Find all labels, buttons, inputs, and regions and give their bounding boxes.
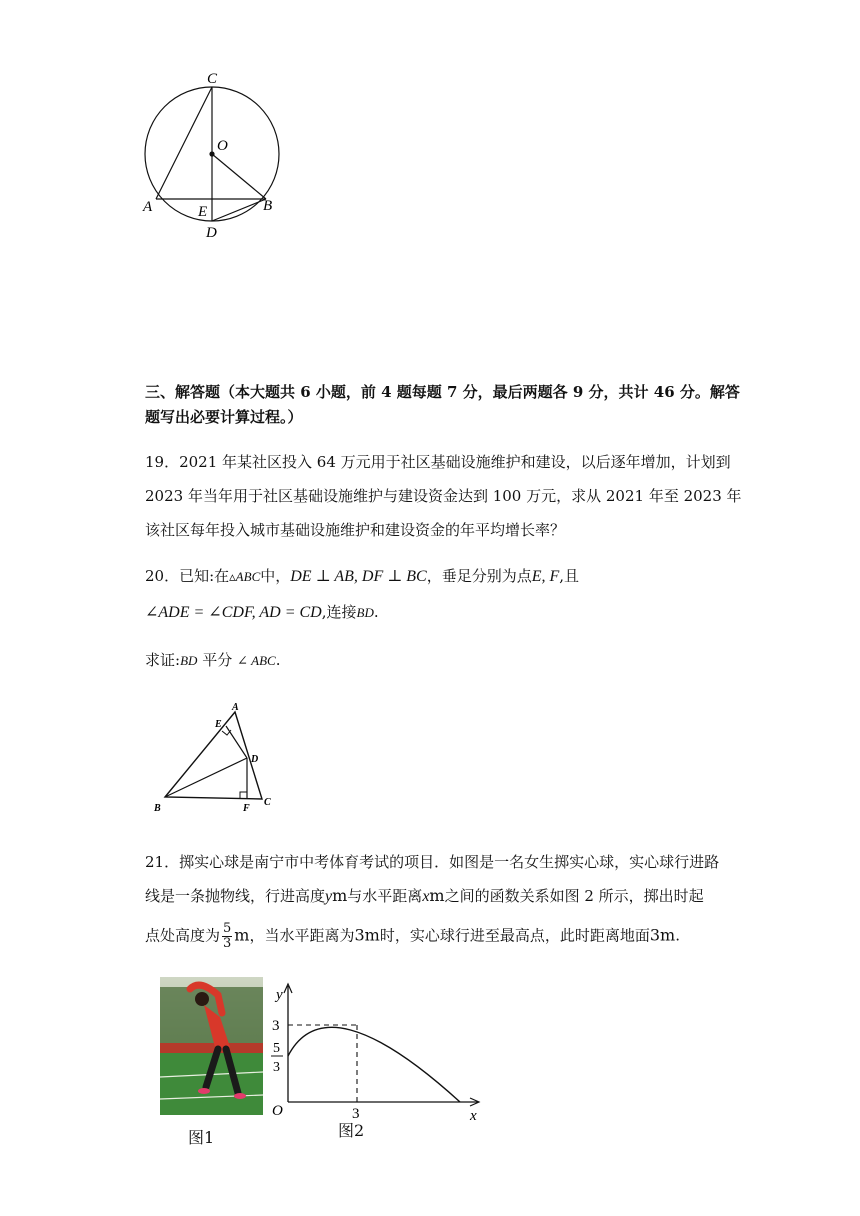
tick-label-y-frac-num: 5 [273,1041,280,1056]
q21-unit-m1: m [332,886,348,905]
q19-line1: 19．2021 年某社区投入 64 万元用于社区基础设施维护和建设，以后逐年增加，计划到 [145,453,731,471]
q21-frac-den: 3 [223,936,232,951]
chord-db [212,199,266,221]
right-angle-f [240,792,247,798]
q20-line2 [145,602,725,623]
label-o: O [217,138,228,154]
q20-prove-bd: BD [180,653,198,668]
q20-end: . [373,603,379,621]
triangle-figure [145,700,285,820]
photo-head [195,992,209,1006]
parabola-graph [262,978,492,1120]
q21-line3 [145,922,725,951]
caption-fig2: 图2 [338,1121,365,1140]
q20-prove-angle: ∠ ABC [236,653,276,668]
section-heading-line1: 三、解答题（本大题共 6 小题，前 4 题每题 7 分，最后两题各 9 分，共计 46 分。解答 [145,383,740,401]
q20-mid: 中， [260,567,291,585]
label-a: A [143,199,153,215]
q19-line3: 该社区每年投入城市基础设施维护和建设资金的年平均增长率？ [145,521,566,539]
q20-prove [145,650,725,671]
label-f: F [243,803,250,814]
q21-line1: 21．掷实心球是南宁市中考体育考试的项目．如图是一名女生掷实心球，实心球行进路 [145,853,720,871]
tick-label-y3: 3 [272,1018,280,1034]
q20-tail: ,且 [559,567,580,585]
tick-label-x3: 3 [352,1106,360,1120]
chord-ac [156,87,212,199]
q21-text-f: 时，实心球行进至最高点，此时距离地面 [379,926,650,945]
photo-track [160,1043,263,1053]
axis-label-x: x [470,1108,477,1120]
q21-line2 [145,886,725,907]
axis-label-y: y [276,987,283,1003]
q20-mid2: ，垂足分别为点 [426,567,532,585]
q20-prove-end: . [275,651,281,669]
segment-bd [165,758,247,797]
caption-fig1: 图1 [188,1128,215,1147]
label-b: B [263,198,273,214]
q21-text-d: 点处高度为 [145,926,221,945]
q20-cond2: ∠ADE = ∠CDF, AD = CD [145,604,322,621]
q20-prove-prefix: 求证: [145,651,181,669]
label-b: B [154,803,161,814]
q20-tail2: ,连接 [321,603,357,621]
q20-line1 [145,566,725,587]
q19-line2: 2023 年当年用于社区基础设施维护与建设资金达到 100 万元，求从 2021 年至 2023 年 [145,487,742,505]
label-e: E [198,204,208,220]
q21-text-b: 与水平距离 [347,887,423,905]
q21-unit-m2: m [429,886,445,905]
q20-triangle: ▵ABC [229,569,261,584]
q21-var-y: y [325,888,333,905]
photo-throwing-figure [160,977,263,1115]
q21-var-x: x [422,888,430,905]
tick-label-y-frac-den: 3 [273,1060,280,1075]
label-c: C [207,71,218,87]
q21-end: . [675,926,680,945]
circle-figure [140,66,300,246]
q21-unit-m3: m [234,925,250,945]
label-e: E [215,719,222,730]
q20-points: E, F [531,568,560,585]
label-d: D [206,225,217,241]
label-c: C [264,797,271,808]
q21-value-2: 3m [649,925,676,945]
label-d: D [251,754,259,765]
q21-frac-num: 5 [223,921,232,936]
label-a: A [232,702,239,713]
q20-prefix: 20．已知:在 [145,567,230,585]
center-point [209,151,214,156]
section-heading-line2: 题写出必要计算过程。） [145,408,303,426]
segment-ob [212,154,266,199]
parabola-curve [288,1027,460,1102]
q21-text-e: ，当水平距离为 [249,926,355,945]
q20-cond1: DE ⊥ AB, DF ⊥ BC [290,568,427,585]
q21-text-c: 之间的函数关系如图 2 所示，掷出时起 [444,887,704,905]
q21-value-1: 3m [354,925,380,945]
q20-bd: BD [356,605,374,620]
q21-fraction [222,922,232,951]
q20-prove-mid: 平分 [202,651,233,669]
origin-label: O [272,1103,283,1119]
q21-text-a: 线是一条抛物线，行进高度 [145,887,326,905]
